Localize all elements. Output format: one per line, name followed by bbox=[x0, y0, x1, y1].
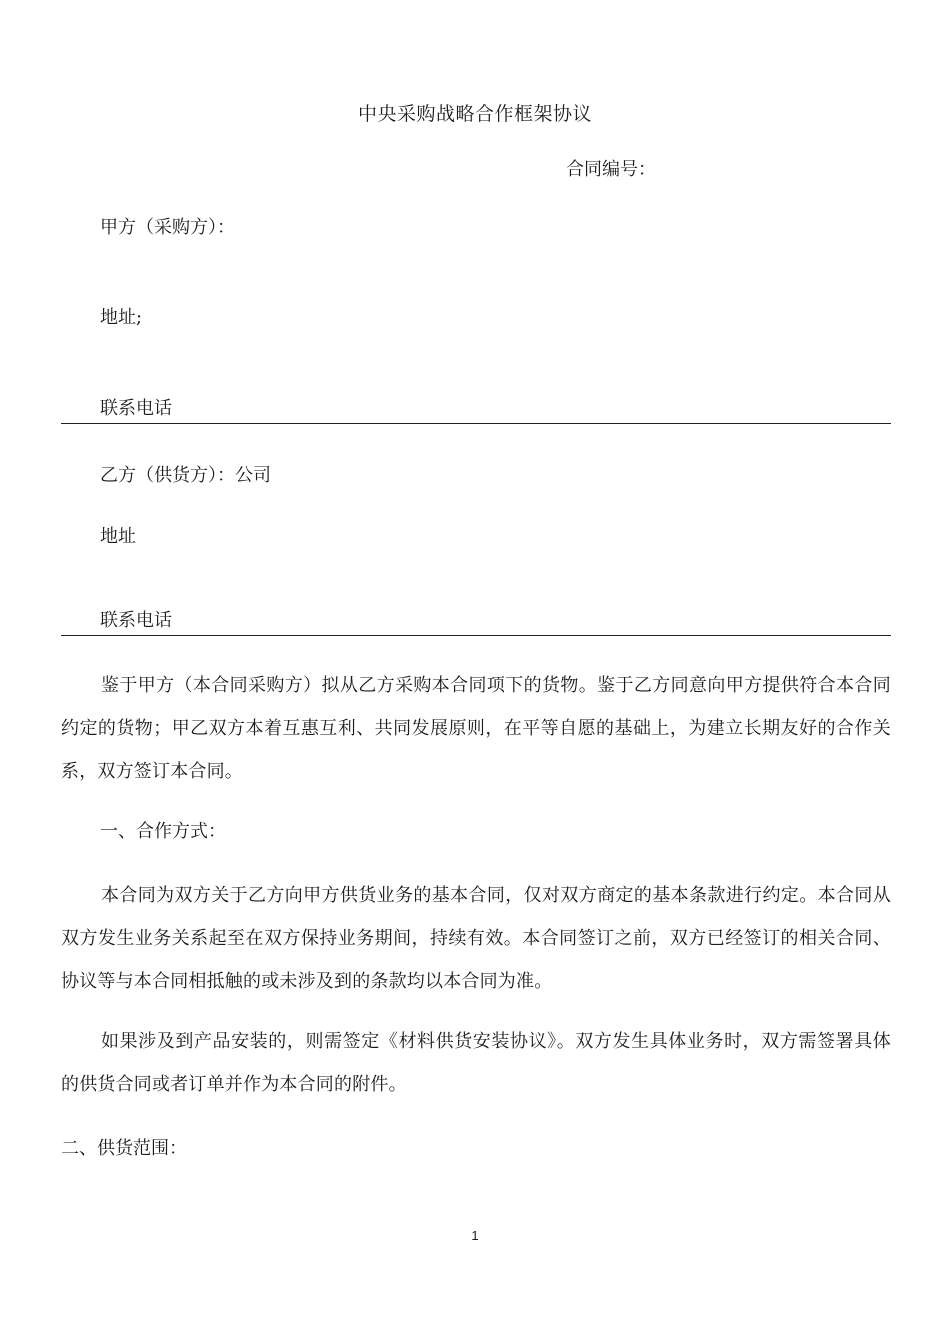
section-1-heading: 一、合作方式： bbox=[100, 821, 226, 842]
party-b-address-label: 地址 bbox=[100, 526, 136, 547]
party-b-phone-label: 联系电话 bbox=[100, 610, 172, 631]
party-a-label: 甲方（采购方）： bbox=[100, 217, 235, 238]
contract-number-label: 合同编号： bbox=[566, 159, 656, 180]
preamble-paragraph: 鉴于甲方（本合同采购方）拟从乙方采购本合同项下的货物。鉴于乙方同意向甲方提供符合本合同约定的货物；甲乙双方本着互惠互利、共同发展原则，在平等自愿的基础上，为建立长期友好的合作关系，双方签订本合同。 bbox=[61, 675, 891, 782]
party-b-divider bbox=[61, 635, 891, 636]
party-a-divider bbox=[61, 423, 891, 424]
section-2-heading: 二、供货范围： bbox=[61, 1138, 187, 1159]
party-a-phone-label: 联系电话 bbox=[100, 398, 172, 419]
party-a-address-label: 地址; bbox=[100, 307, 143, 328]
section-1-paragraph-1: 本合同为双方关于乙方向甲方供货业务的基本合同，仅对双方商定的基本条款进行约定。本合同从双方发生业务关系起至在双方保持业务期间，持续有效。本合同签订之前，双方已经签订的相关合同、协议等与本合同相抵触的或未涉及到的条款均以本合同为准。 bbox=[61, 885, 891, 992]
section-1-paragraph-2: 如果涉及到产品安装的，则需签定《材料供货安装协议》。双方发生具体业务时，双方需签署具体的供货合同或者订单并作为本合同的附件。 bbox=[61, 1031, 891, 1095]
party-b-label: 乙方（供货方）：公司 bbox=[100, 465, 271, 486]
page-number: 1 bbox=[471, 1228, 479, 1243]
document-title: 中央采购战略合作框架协议 bbox=[357, 103, 592, 125]
